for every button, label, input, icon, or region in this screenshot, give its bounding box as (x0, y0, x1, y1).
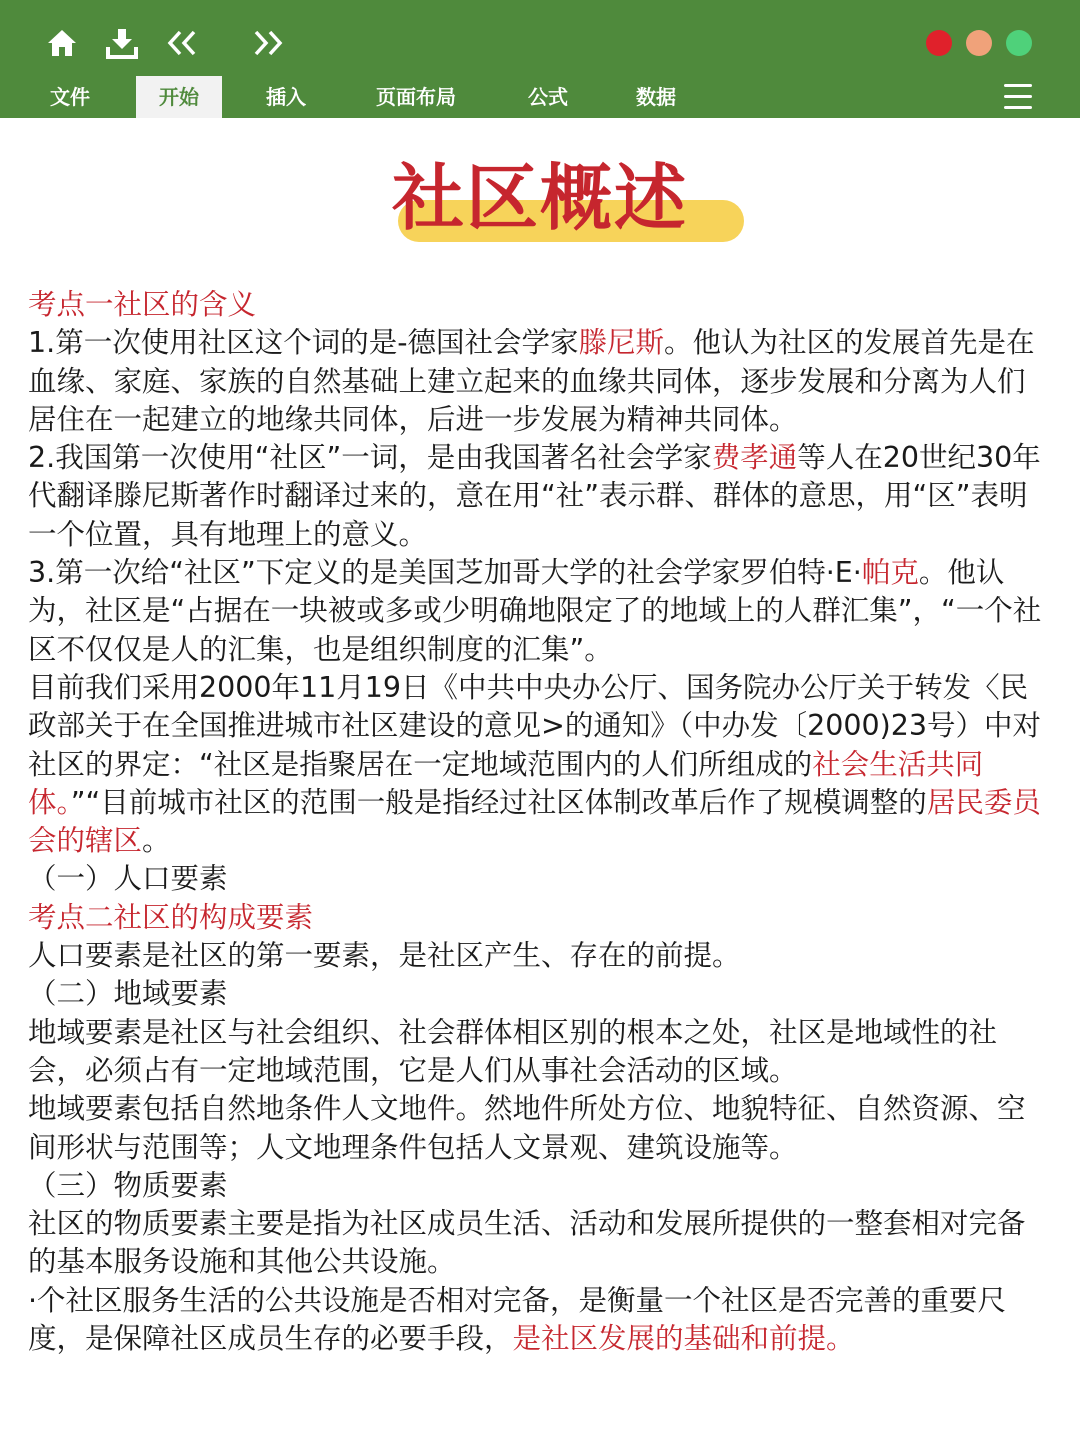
text: 。他认为社区的发展首先是在血缘、家庭、家族的自然基础上建立起来的血缘共同体，逐步发展和分离为人们居住在一起建立的地缘共同体，后进一步发展为精神共同体。 (28, 326, 1035, 436)
window-controls (926, 30, 1032, 56)
top-toolbar (0, 0, 1080, 118)
close-window-dot[interactable] (926, 30, 952, 56)
text: ·个社区服务生活的公共设施是否相对完备，是衡量一个社区是否完善的重要尺度，是保障社区成员生存的必要手段， (28, 1283, 1007, 1356)
tab-home[interactable]: 开始 (136, 76, 222, 118)
highlight-text: 滕尼斯 (578, 326, 664, 360)
section-heading-2: 考点二社区的构成要素 (28, 900, 314, 934)
paragraph-4 (28, 669, 1052, 860)
subheading-population: （一）人口要素 (28, 862, 228, 896)
tab-file[interactable]: 文件 (50, 85, 90, 109)
double-chevron-right-icon[interactable] (246, 21, 290, 65)
page-title: 社区概述 (391, 155, 688, 240)
text: 3.第一次给“社区”下定义的是美国芝加哥大学的社会学家罗伯特·E· (28, 556, 862, 590)
ribbon-tabs (0, 76, 1080, 118)
text: 等人在20世纪30年代翻译滕尼斯著作时翻译过来的，意在用“社”表示群、群体的意思，用“区”表明一个位置，具有地理上的意义。 (28, 441, 1041, 551)
title-area (0, 150, 1080, 250)
double-chevron-left-icon[interactable] (160, 21, 204, 65)
maximize-window-dot[interactable] (1006, 30, 1032, 56)
text: 1.第一次使用社区这个词的是-德国社会学家 (28, 326, 579, 360)
text: 。 (142, 824, 171, 858)
paragraph-9 (28, 1282, 1052, 1359)
tab-page-layout[interactable]: 页面布局 (376, 85, 456, 109)
section-heading-1: 考点一社区的含义 (28, 288, 257, 321)
paragraph-5: 人口要素是社区的第一要素，是社区产生、存在的前提。 (28, 939, 741, 973)
highlight-text: 是社区发展的基础和前提。 (512, 1322, 855, 1356)
subheading-material: （三）物质要素 (28, 1168, 228, 1202)
hamburger-menu-icon[interactable] (1004, 84, 1032, 110)
tab-data[interactable]: 数据 (636, 85, 676, 109)
paragraph-8: 社区的物质要素主要是指为社区成员生活、活动和发展所提供的一整套相对完备的基本服务设施和其他公共设施。 (28, 1207, 1026, 1279)
text: ”“目前城市社区的范围一般是指经过社区体制改革后作了规模调整的 (70, 785, 927, 819)
toolbar-icon-group (40, 20, 306, 66)
home-icon[interactable] (40, 21, 84, 65)
paragraph-7: 地域要素包括自然地条件人文地件。然地件所处方位、地貌特征、自然资源、空间形状与范围等；人文地理条件包括人文景观、建筑设施等。 (28, 1092, 1026, 1164)
paragraph-3 (28, 554, 1052, 669)
paragraph-2 (28, 439, 1052, 554)
paragraph-6: 地域要素是社区与社会组织、社会群体相区别的根本之处，社区是地域性的社会，必须占有一定地域范围，它是人们从事社会活动的区域。 (28, 1015, 998, 1087)
text: 。他认为，社区是“占据在一块被或多或少明确地限定了的地域上的人群汇集”，“一个社区不仅仅是人的汇集，也是组织制度的汇集”。 (28, 556, 1042, 666)
highlight-text: 居民委员会的辖区 (28, 785, 1041, 858)
highlight-text: 费孝通 (711, 441, 798, 475)
tab-formula[interactable]: 公式 (528, 85, 568, 109)
document-body (28, 286, 1052, 1358)
paragraph-1 (28, 324, 1052, 439)
text: 2.我国第一次使用“社区”一词，是由我国著名社会学家 (28, 441, 712, 475)
minimize-window-dot[interactable] (966, 30, 992, 56)
text: 目前我们采用2000年11月19日《中共中央办公厅、国务院办公厅关于转发〈民政部关于在全国推进城市社区建设的意见>的通知》（中办发〔2000)23号）中对社区的界定：“社区是指聚居在一定地域范围内的人们所组成的 (28, 670, 1042, 781)
tab-insert[interactable]: 插入 (266, 85, 306, 109)
highlight-text: 社会生活共同体。 (28, 747, 984, 819)
highlight-text: 帕克 (861, 556, 919, 590)
download-icon[interactable] (100, 21, 144, 65)
subheading-territory: （二）地域要素 (28, 977, 228, 1011)
